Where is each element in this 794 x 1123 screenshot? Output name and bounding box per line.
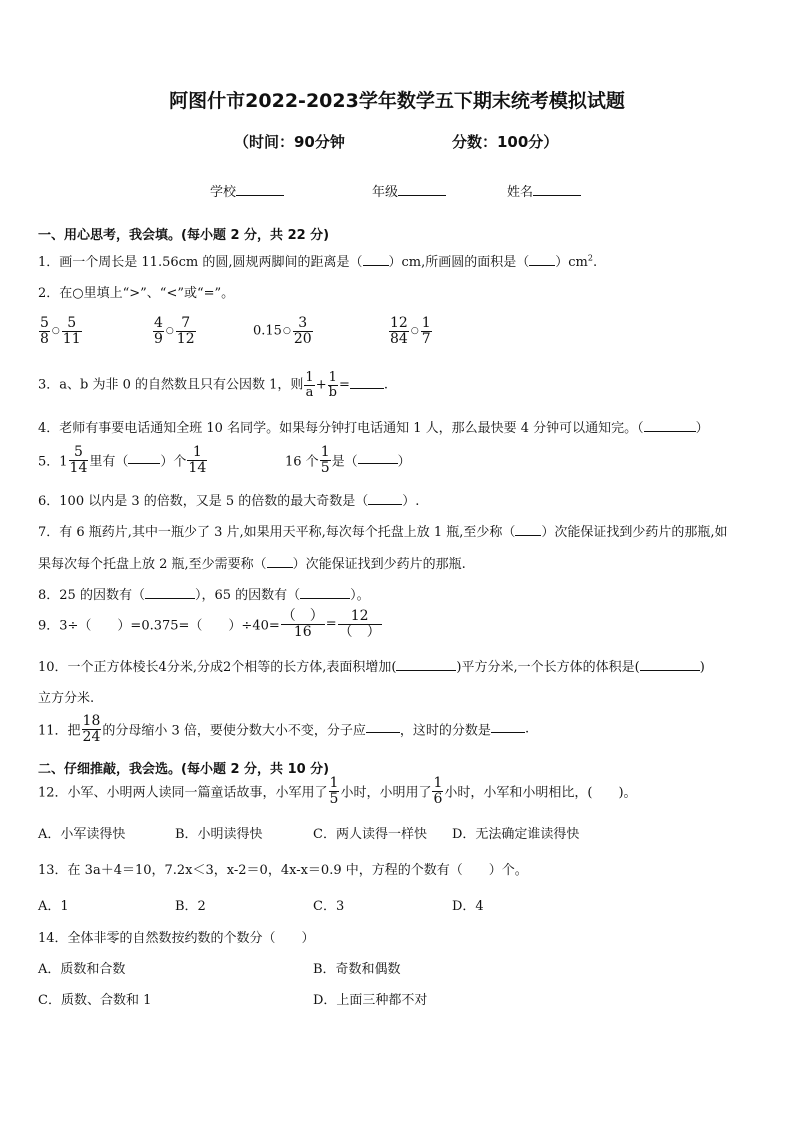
q7-blank-2[interactable] [267,557,293,568]
q11-text-b: 的分母缩小 3 倍，要使分数大小不变，分子应 [102,723,366,739]
compare-circle[interactable]: ○ [165,326,174,337]
q9-text-a: 9．3÷（ ）=0.375=（ ）÷40= [38,618,280,634]
grade-blank[interactable] [398,183,446,196]
q6-blank[interactable] [368,494,402,505]
q12-text-c: 小时，小军和小明相比，( )。 [444,785,637,801]
fraction-numerator: 1 [320,444,330,460]
fraction-numerator: 12 [338,609,382,625]
q1-text-d: . [592,255,598,270]
q6-text-b: ）. [402,494,420,509]
q3-blank[interactable] [350,378,384,389]
question-1 [38,251,597,270]
q1-blank-1[interactable] [363,255,389,266]
q11-text-a: 11．把 [38,723,81,739]
name-label: 姓名 [507,185,534,200]
q1-sup: 2 [587,253,593,263]
q12-option-c[interactable]: C．两人读得一样快 [313,827,427,842]
q5-text-b: 里有（ [89,454,129,470]
name-field [507,181,581,200]
q11-text-c: ，这时的分数是 [399,723,491,739]
fraction-denominator: 5 [329,790,339,807]
q3-text-c: . [383,377,388,393]
q5-text-f: ） [397,454,411,470]
question-5b [285,445,411,475]
fraction-numerator: 1 [421,315,431,331]
section-2-title: 二、仔细推敲，我会选。(每小题 2 分，共 10 分) [38,762,330,777]
q1-text-c: ）cm [555,255,588,270]
fraction-numerator: 12 [390,315,408,331]
grade-label: 年级 [372,185,399,200]
q14-option-b[interactable]: B．奇数和偶数 [313,962,401,977]
question-10-line-2: 立方分米. [38,691,95,706]
fraction-denominator: 9 [154,330,163,347]
q12-option-b[interactable]: B．小明读得快 [175,827,263,842]
time-label: （时间：90分钟 [234,133,345,151]
fraction-denominator: 7 [421,330,431,347]
q13-option-c[interactable]: C．3 [313,899,345,914]
score-label: 分数：100分） [452,133,559,151]
plus-sign: + [315,377,327,393]
q13-option-a[interactable]: A．1 [38,899,69,914]
grade-field [372,181,446,200]
q10-text-c: ) [699,660,705,675]
page-title: 阿图什市2022-2023学年数学五下期末统考模拟试题 [169,90,625,112]
q8-text-a: 8．25 的因数有（ [38,588,145,603]
decimal-value: 0.15 [253,323,282,339]
fraction-numerator: 5 [62,316,82,332]
fraction-numerator: 1 [328,370,337,385]
fraction-denominator: 6 [433,790,443,807]
question-7-line-1 [38,521,728,540]
fraction-numerator: 1 [329,775,339,791]
fraction-denominator: 14 [69,459,88,476]
q11-blank-1[interactable] [366,722,400,733]
q5-text-a: 5．1 [38,454,68,470]
q1-text-b: ）cm,所画圆的面积是（ [388,255,530,270]
q13-option-b[interactable]: B．2 [175,899,206,914]
school-field [210,181,284,200]
fraction-numerator[interactable]: （ ） [281,608,324,624]
q14-option-d[interactable]: D．上面三种都不对 [313,993,428,1008]
fraction-denominator: 20 [293,330,312,347]
q12-text-a: 12．小军、小明两人读同一篇童话故事，小军用了 [38,785,328,801]
fraction-denominator[interactable]: （ ） [338,623,381,640]
q7-text-a: 7．有 6 瓶药片,其中一瓶少了 3 片,如果用天平称,每次每个托盘上放 1 瓶,至少称（ [38,525,516,540]
fraction-denominator: 14 [188,459,207,476]
fraction-numerator: 1 [433,775,443,791]
question-8 [38,584,370,603]
q10-blank-1[interactable] [396,660,456,671]
q12-option-d[interactable]: D．无法确定谁读得快 [452,827,580,842]
question-4 [38,417,709,436]
q8-text-c: ）。 [350,588,370,603]
q13-option-d[interactable]: D．4 [452,899,484,914]
compare-circle[interactable]: ○ [282,326,291,337]
q2-compare-1 [38,316,83,346]
q7-blank-1[interactable] [515,525,541,536]
q4-blank[interactable] [644,421,696,432]
q4-text: 4．老师有事要电话通知全班 10 名同学。如果每分钟打电话通知 1 人，那么最快要 4 分钟可以通知完。（ [38,421,644,436]
fraction-numerator: 7 [176,316,196,332]
fraction-denominator: 12 [176,330,195,347]
fraction-numerator: 18 [82,713,101,729]
question-10-line-1 [38,656,705,675]
q2-compare-4 [388,316,433,346]
school-blank[interactable] [236,183,284,196]
question-6 [38,490,419,509]
q5-text-c: ）个 [160,454,187,470]
q12-text-b: 小时，小明用了 [340,785,432,801]
equals-sign: = [325,616,337,632]
compare-circle[interactable]: ○ [51,326,60,337]
q5-blank-1[interactable] [128,453,160,464]
fraction-numerator: 4 [154,315,163,331]
q2-compare-3 [253,316,314,346]
q3-text-a: 3．a、b 为非 0 的自然数且只有公因数 1，则 [38,377,304,393]
fraction-numerator: 3 [293,316,313,332]
compare-circle[interactable]: ○ [410,326,419,337]
q8-blank-1[interactable] [145,588,195,599]
q10-text-a: 10．一个正方体棱长4分米,分成2个相等的长方体,表面积增加( [38,660,397,675]
fraction-denominator: b [328,384,337,400]
section-1-title: 一、用心思考，我会填。(每小题 2 分，共 22 分) [38,228,330,243]
fraction-numerator: 1 [305,370,314,385]
question-14: 14．全体非零的自然数按约数的个数分（ ） [38,931,315,946]
fraction-numerator: 5 [69,445,89,461]
q2-compare-2 [152,316,197,346]
fraction-denominator: 5 [320,459,330,476]
q3-text-b: = [338,377,350,393]
school-label: 学校 [210,185,237,200]
q1-blank-2[interactable] [529,255,555,266]
q7-text-d: ）次能保证找到少药片的那瓶. [292,557,466,572]
q5-blank-2[interactable] [358,453,398,464]
q5-text-e: 是（ [331,454,358,470]
fraction-numerator: 1 [187,445,207,461]
question-9 [38,609,383,639]
q12-option-a[interactable]: A．小军读得快 [38,827,126,842]
q6-text-a: 6．100 以内是 3 的倍数，又是 5 的倍数的最大奇数是（ [38,494,369,509]
q14-option-c[interactable]: C．质数、合数和 1 [38,993,152,1008]
fraction-denominator: 8 [40,330,49,347]
question-2: 2．在○里填上“>”、“<”或“=”。 [38,286,235,301]
q5-text-d: 16 个 [285,454,319,470]
q8-text-b: ），65 的因数有（ [194,588,301,603]
q7-text-b: ）次能保证找到少药片的那瓶,如 [541,525,728,540]
question-5 [38,445,208,475]
q14-option-a[interactable]: A．质数和合数 [38,962,126,977]
q11-blank-2[interactable] [491,722,525,733]
fraction-denominator: 11 [62,330,81,347]
q7-text-c: 果每次每个托盘上放 2 瓶,至少需要称（ [38,557,267,572]
question-3 [38,371,388,399]
q10-text-b: )平方分米,一个长方体的体积是( [456,660,640,675]
question-11 [38,714,529,744]
question-13: 13．在 3a＋4＝10，7.2x＜3，x-2＝0，4x-x＝0.9 中，方程的个数有（ ）个。 [38,863,528,878]
q11-text-d: . [524,721,530,737]
fraction-denominator: 24 [82,728,101,745]
question-7-line-2 [38,553,466,572]
q1-text-a: 1．画一个周长是 11.56cm 的圆,圆规两脚间的距离是（ [38,255,363,270]
q8-blank-2[interactable] [300,588,350,599]
fraction-denominator: 16 [293,623,312,640]
fraction-denominator: 84 [390,330,408,347]
name-blank[interactable] [533,183,581,196]
q4-end: ） [695,421,709,436]
q10-blank-2[interactable] [640,660,700,671]
fraction-numerator: 5 [40,315,49,331]
question-12 [38,776,637,806]
fraction-denominator: a [305,384,314,400]
